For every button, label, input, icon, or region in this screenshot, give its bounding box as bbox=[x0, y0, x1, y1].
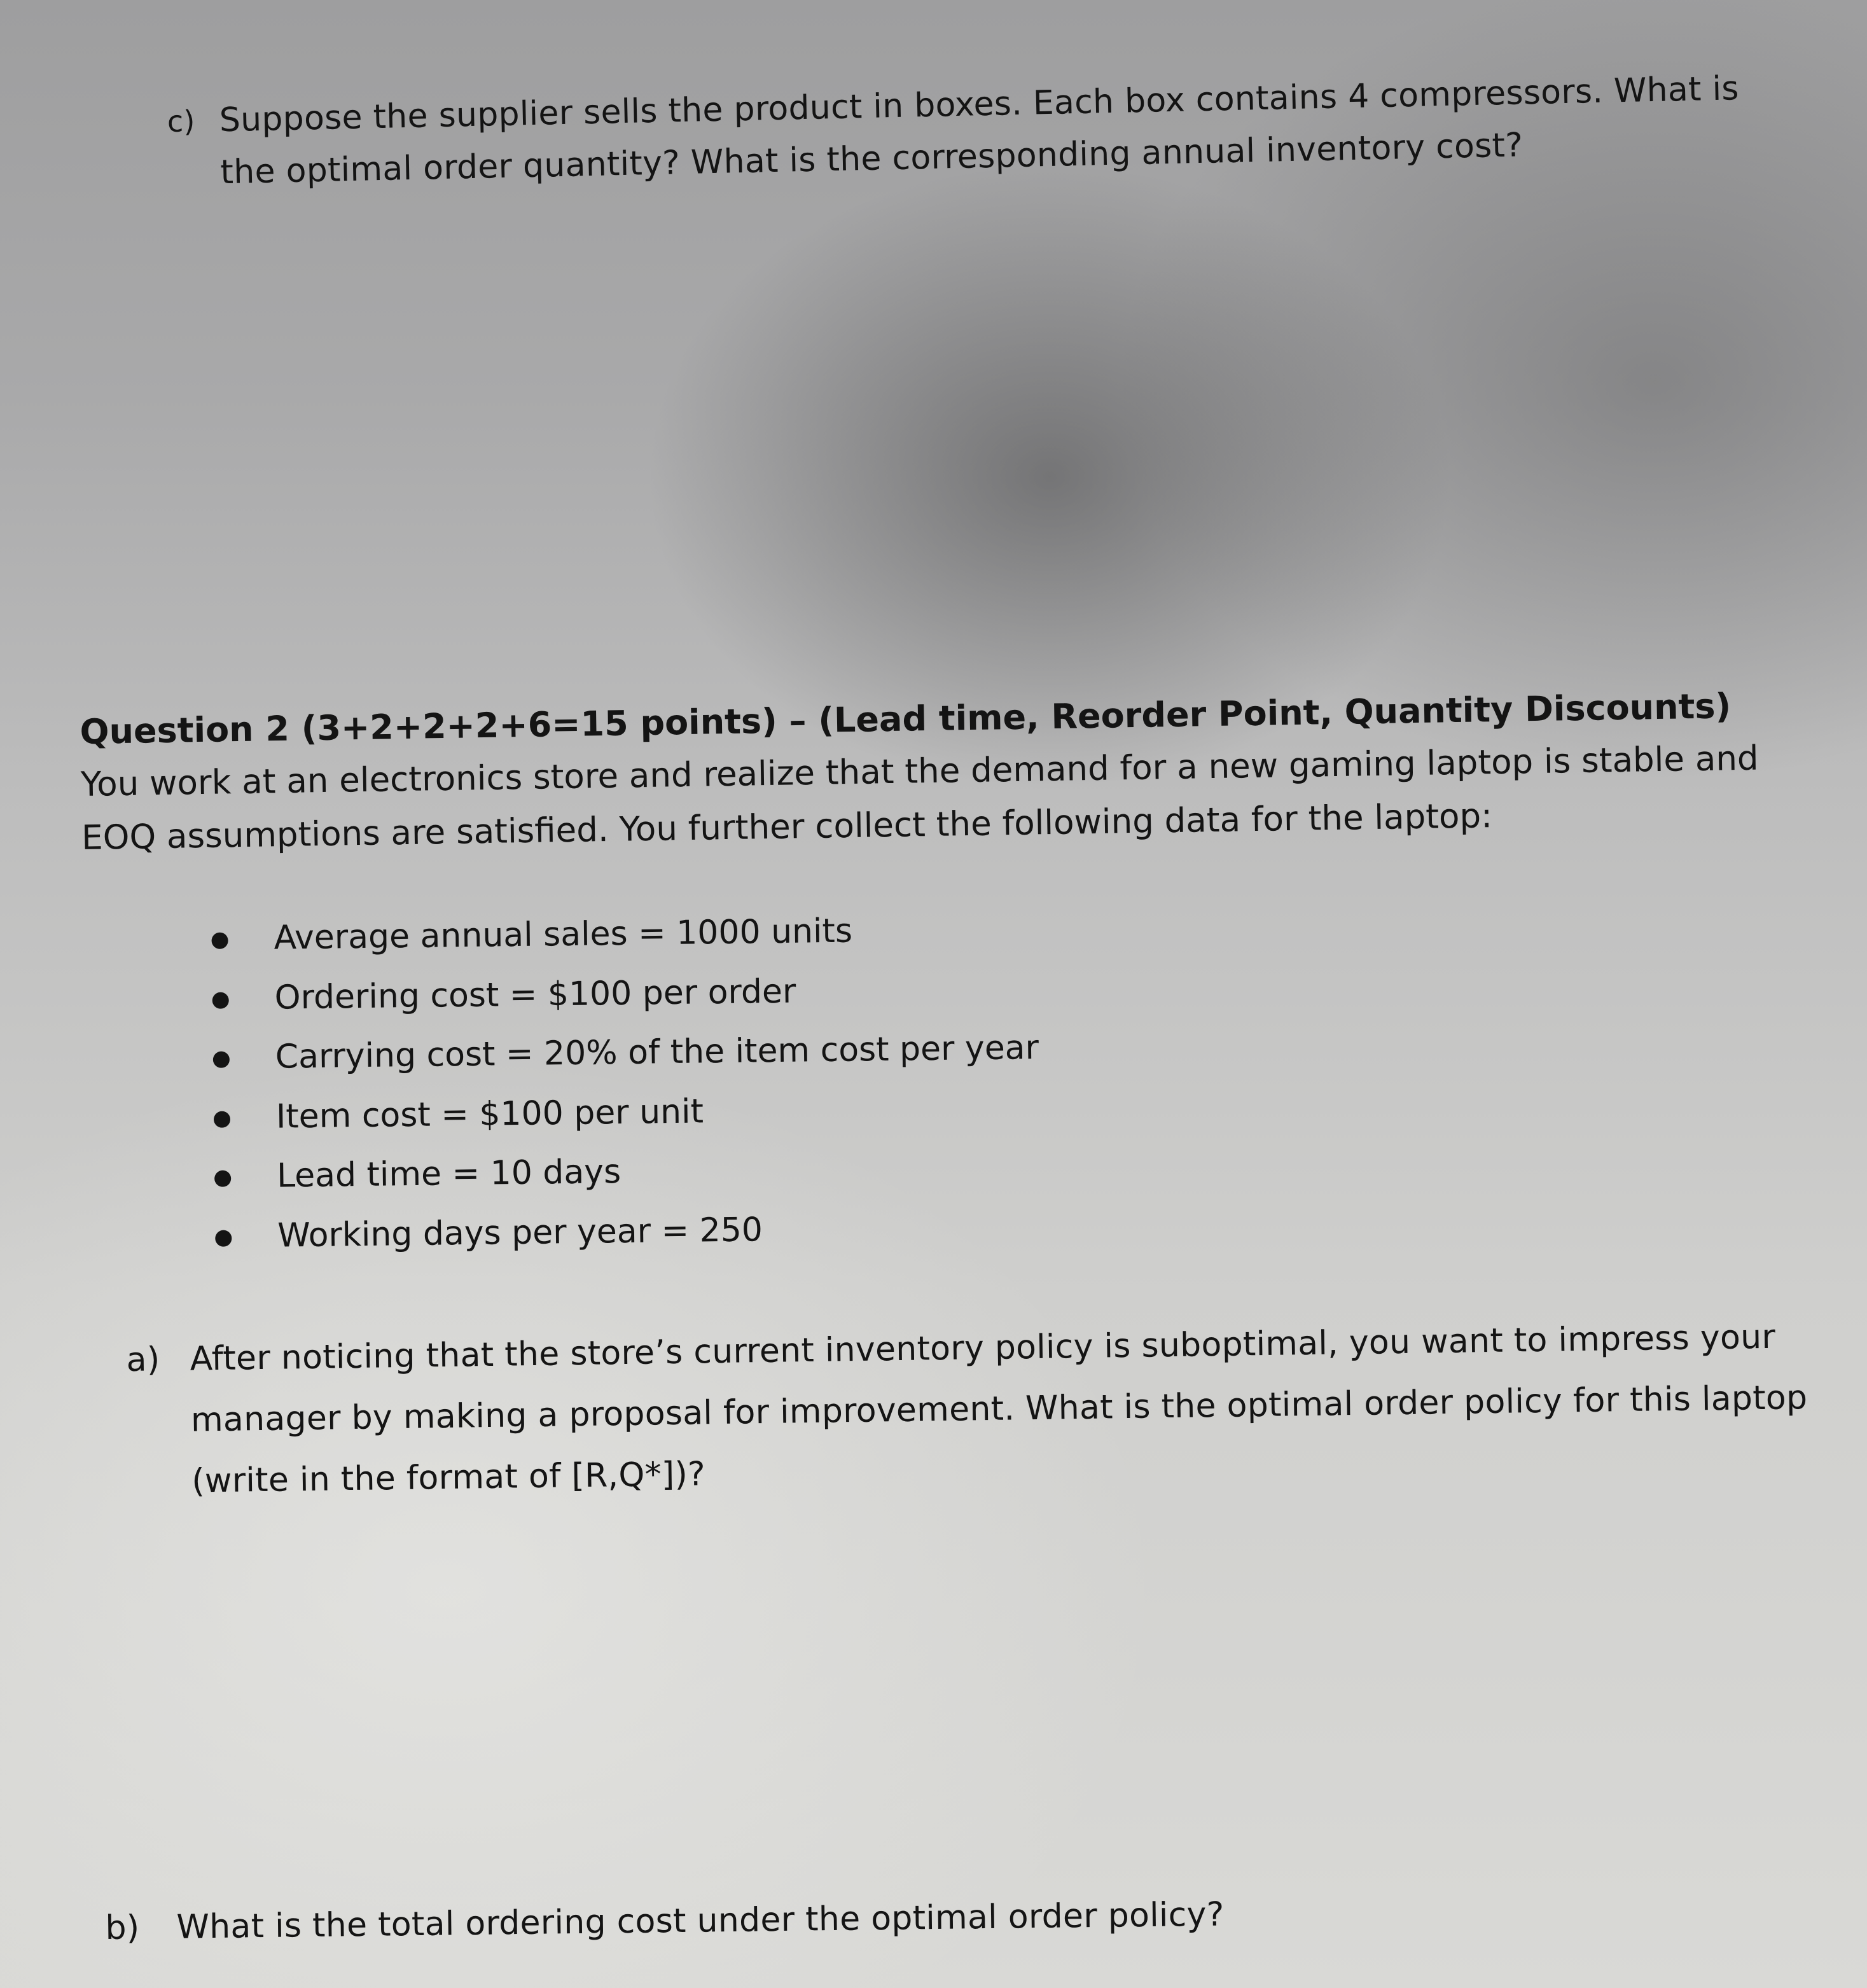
bullet-icon bbox=[211, 933, 228, 949]
question-part-b bbox=[105, 1885, 1505, 1954]
part-b-text: What is the total ordering cost under the optimal order policy? bbox=[176, 1895, 1225, 1947]
list-item bbox=[207, 1195, 1162, 1267]
bullet-icon bbox=[213, 1052, 230, 1068]
part-c-label: c) bbox=[167, 104, 196, 139]
laptop-data-list bbox=[204, 898, 1162, 1267]
bullet-icon bbox=[214, 1111, 230, 1127]
list-item-text: Average annual sales = 1000 units bbox=[274, 912, 853, 957]
list-item bbox=[204, 957, 1159, 1029]
list-item bbox=[204, 898, 1158, 970]
bullet-icon bbox=[215, 1230, 232, 1246]
list-item bbox=[205, 1017, 1160, 1088]
list-item-text: Carrying cost = 20% of the item cost per year bbox=[275, 1028, 1039, 1076]
list-item bbox=[207, 1136, 1162, 1207]
part-a-label: a) bbox=[126, 1340, 160, 1379]
list-item-text: Working days per year = 250 bbox=[277, 1210, 763, 1255]
question-2-title: Question 2 (3+2+2+2+6=15 points) – (Lead time, Reorder Point, Quantity Discounts) bbox=[80, 686, 1732, 752]
list-item-text: Item cost = $100 per unit bbox=[275, 1092, 704, 1136]
list-item bbox=[205, 1076, 1160, 1148]
part-c-text: Suppose the supplier sells the product in boxes. Each box contains 4 compressors. What is the optimal order quantity? What is the corresponding annual inventory cost? bbox=[219, 69, 1740, 192]
list-item-text: Lead time = 10 days bbox=[276, 1153, 621, 1195]
list-item-text: Ordering cost = $100 per order bbox=[274, 972, 796, 1017]
question-part-a bbox=[126, 1306, 1814, 1513]
question-2-header bbox=[80, 679, 1800, 865]
part-b-label: b) bbox=[105, 1908, 140, 1947]
question-part-c bbox=[167, 61, 1797, 200]
bullet-icon bbox=[214, 1171, 231, 1187]
part-a-text: After noticing that the store’s current inventory policy is suboptimal, you want to impress your manager by making a proposal for improvement. What is the optimal order policy for this laptop (write in the format of [R,Q*])? bbox=[190, 1317, 1808, 1501]
bullet-icon bbox=[212, 992, 229, 1008]
question-2-intro: You work at an electronics store and realize that the demand for a new gaming laptop is stable and EOQ assumptions are satisfied. You further collect the following data for the laptop: bbox=[80, 739, 1759, 858]
